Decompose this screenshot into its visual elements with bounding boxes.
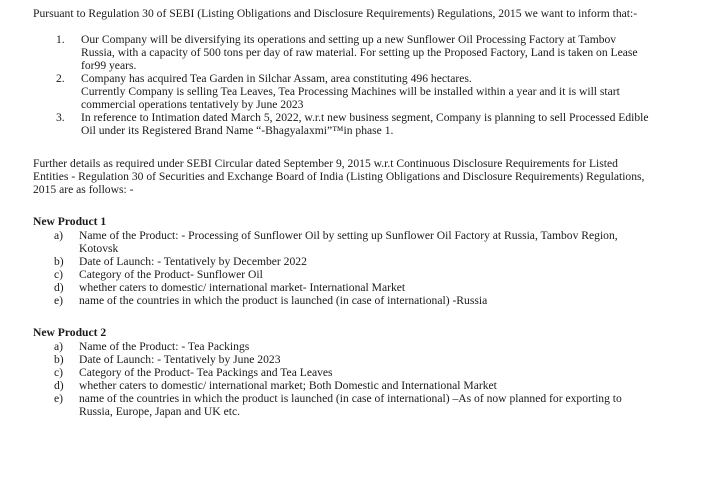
- item-label: a): [54, 340, 64, 353]
- item-text: whether caters to domestic/ international market; Both Domestic and International Market: [79, 379, 497, 392]
- item-label: c): [54, 366, 64, 379]
- text-line: Further details as required under SEBI Circular dated September 9, 2015 w.r.t Continuous Disclosure Requirements for Listed: [33, 157, 618, 170]
- list-number: 3.: [56, 111, 65, 124]
- list-text: [81, 111, 676, 137]
- section-heading: New Product 1: [33, 215, 107, 228]
- list-item: [33, 340, 693, 353]
- text-line: Entities - Regulation 30 of Securities and Exchange Board of India (Listing Obligations and Disclosure Requirements) Regulations,: [33, 170, 645, 183]
- list-item: [56, 33, 676, 72]
- list-item: [56, 72, 676, 111]
- item-label: b): [54, 353, 64, 366]
- text-line: name of the countries in which the product is launched (in case of international) –As of now planned for exporting to: [79, 392, 622, 405]
- list-item: [33, 366, 693, 379]
- item-text: [79, 229, 669, 255]
- list-item: [33, 392, 693, 418]
- item-text: Category of the Product- Tea Packings and Tea Leaves: [79, 366, 333, 379]
- text-line: Company has acquired Tea Garden in Silchar Assam, area constituting 496 hectares.: [81, 72, 472, 85]
- text-line: 2015 are as follows: -: [33, 183, 134, 196]
- intro-paragraph: Pursuant to Regulation 30 of SEBI (Listing Obligations and Disclosure Requirements) Regulations, 2015 we want to inform that:-: [33, 7, 638, 20]
- text-line: Russia, with a capacity of 500 tons per day of raw material. For setting up the Proposed Factory, Land is taken on Lease: [81, 46, 638, 59]
- list-number: 2.: [56, 72, 65, 85]
- list-item: [33, 379, 693, 392]
- text-line: Russia, Europe, Japan and UK etc.: [79, 405, 240, 418]
- list-item: [33, 229, 693, 255]
- list-item: [56, 111, 676, 137]
- new-product-1-section: [33, 215, 693, 307]
- section-heading: New Product 2: [33, 326, 107, 339]
- item-text: Date of Launch: - Tentatively by June 2023: [79, 353, 281, 366]
- text-line: In reference to Intimation dated March 5, 2022, w.r.t new business segment, Company is planning to sell Processed Edible: [81, 111, 649, 124]
- item-text: whether caters to domestic/ international market- International Market: [79, 281, 406, 294]
- list-text: [81, 33, 676, 72]
- list-item: [33, 294, 693, 307]
- item-label: c): [54, 268, 64, 281]
- item-text: name of the countries in which the product is launched (in case of international) -Russia: [79, 294, 488, 307]
- text-line: Our Company will be diversifying its operations and setting up a new Sunflower Oil Processing Factory at Tambov: [81, 33, 617, 46]
- item-label: d): [54, 379, 64, 392]
- new-product-2-section: [33, 326, 693, 418]
- item-label: b): [54, 255, 64, 268]
- text-line: Kotovsk: [79, 242, 119, 255]
- text-line: for99 years.: [81, 59, 137, 72]
- text-line: Name of the Product: - Processing of Sunflower Oil by setting up Sunflower Oil Factory at Russia, Tambov Region,: [79, 229, 618, 242]
- item-label: e): [54, 392, 64, 405]
- item-text: Name of the Product: - Tea Packings: [79, 340, 250, 353]
- list-text: [81, 72, 676, 111]
- item-text: Category of the Product- Sunflower Oil: [79, 268, 263, 281]
- item-label: e): [54, 294, 64, 307]
- text-line: Currently Company is selling Tea Leaves, Tea Processing Machines will be installed within a year and it is will start: [81, 85, 620, 98]
- list-item: [33, 353, 693, 366]
- list-number: 1.: [56, 33, 65, 46]
- item-label: a): [54, 229, 64, 242]
- item-text: Date of Launch: - Tentatively by December 2022: [79, 255, 307, 268]
- numbered-list: [56, 33, 676, 137]
- text-line: Oil under its Registered Brand Name “-Bhagyalaxmi”™in phase 1.: [81, 124, 394, 137]
- further-details-paragraph: [33, 157, 676, 196]
- item-label: d): [54, 281, 64, 294]
- list-item: [33, 255, 693, 268]
- list-item: [33, 281, 693, 294]
- item-text: [79, 392, 669, 418]
- text-line: commercial operations tentatively by June 2023: [81, 98, 304, 111]
- list-item: [33, 268, 693, 281]
